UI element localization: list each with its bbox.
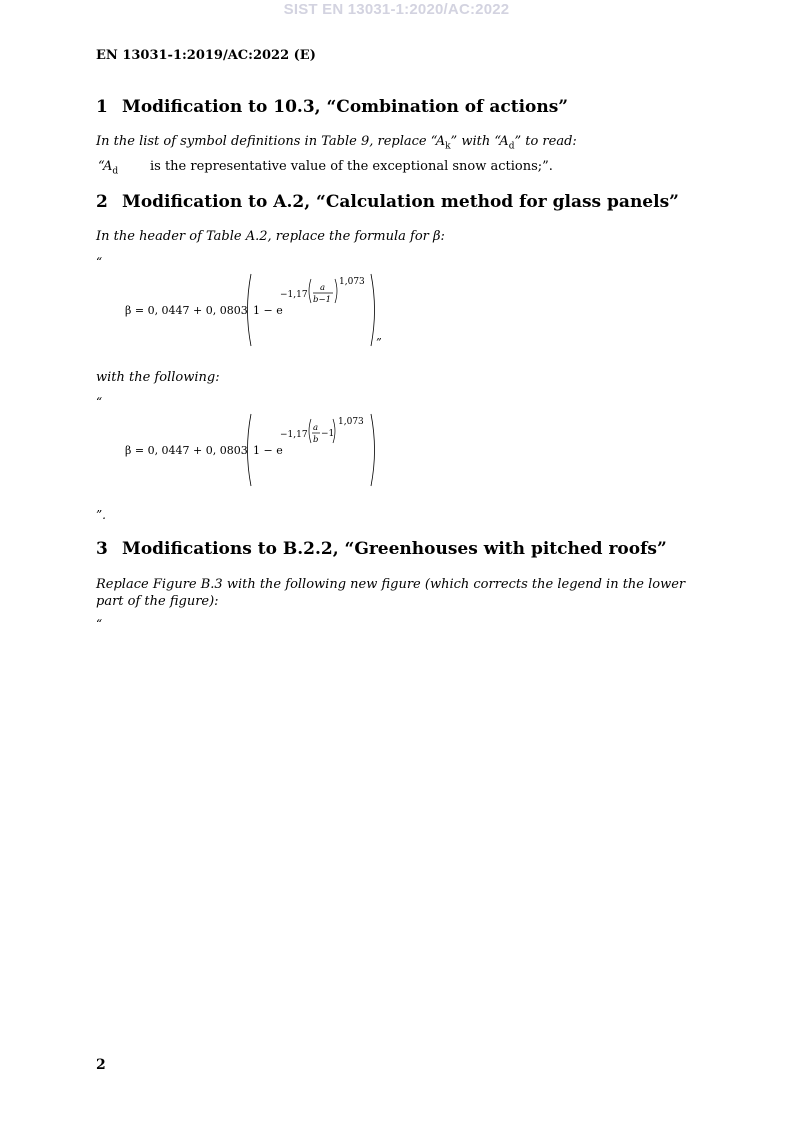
- formula-old-lhs: β = 0, 0447 + 0, 0803: [125, 304, 248, 317]
- section-1-title: Modification to 10.3, “Combination of actions”: [122, 97, 569, 117]
- formula-old-closing: ”: [376, 336, 382, 349]
- formula-new-exponent: 1,073: [338, 417, 364, 427]
- formula-new-lhs: β = 0, 0447 + 0, 0803: [125, 444, 248, 457]
- open-quote-3: “: [96, 617, 103, 631]
- page-number: 2: [96, 1057, 106, 1073]
- symbol-definition: [98, 159, 698, 177]
- instruction-text-b: ” with “A: [450, 134, 509, 149]
- section-2-heading: [96, 192, 679, 212]
- formula-new-one-minus-e: 1 − e: [253, 444, 283, 457]
- section-2-number: 2: [96, 192, 108, 212]
- formula-old-coef: −1,17: [280, 290, 308, 300]
- definition-text: is the representative value of the exceptional snow actions;”.: [150, 159, 553, 174]
- section-1-instruction: [96, 134, 577, 152]
- open-quote-1: “: [96, 255, 103, 269]
- formula-old-exponent: 1,073: [339, 277, 365, 287]
- formula-new-coef: −1,17: [280, 430, 308, 440]
- section-1-heading: [96, 97, 568, 117]
- section-2-instruction: In the header of Table A.2, replace the formula for β:: [96, 229, 445, 244]
- formula-old-denominator: b−1: [313, 295, 331, 305]
- instruction-text-a: In the list of symbol definitions in Table 9, replace “A: [96, 134, 446, 149]
- subscript-d: d: [508, 141, 515, 152]
- section-2-title: Modification to A.2, “Calculation method for glass panels”: [122, 192, 679, 212]
- document-id: EN 13031-1:2019/AC:2022 (E): [96, 48, 316, 63]
- open-quote-2: “: [96, 395, 103, 409]
- section-1-number: 1: [96, 97, 108, 117]
- watermark: SIST EN 13031-1:2020/AC:2022: [283, 1, 510, 18]
- formula-old: [120, 270, 400, 354]
- end-quote: ”.: [96, 508, 106, 522]
- formula-new-minus-one: −1: [321, 429, 335, 439]
- formula-new-numerator: a: [313, 423, 319, 433]
- formula-new: [120, 410, 400, 494]
- section-3-title: Modifications to B.2.2, “Greenhouses with pitched roofs”: [122, 539, 667, 559]
- definition-symbol: “$A_d$: [98, 159, 119, 177]
- subscript-k: k: [445, 141, 451, 152]
- instruction-text-c: ” to read:: [514, 134, 577, 149]
- section-3-heading: [96, 539, 667, 559]
- section-3-instruction: Replace Figure B.3 with the following new figure (which corrects the legend in the lower part of the figure):: [96, 577, 686, 609]
- formula-new-denominator: b: [313, 435, 319, 445]
- formula-old-numerator: a: [320, 283, 326, 293]
- formula-old-one-minus-e: 1 − e: [253, 304, 283, 317]
- section-3-number: 3: [96, 539, 108, 559]
- with-following-text: with the following:: [96, 370, 220, 385]
